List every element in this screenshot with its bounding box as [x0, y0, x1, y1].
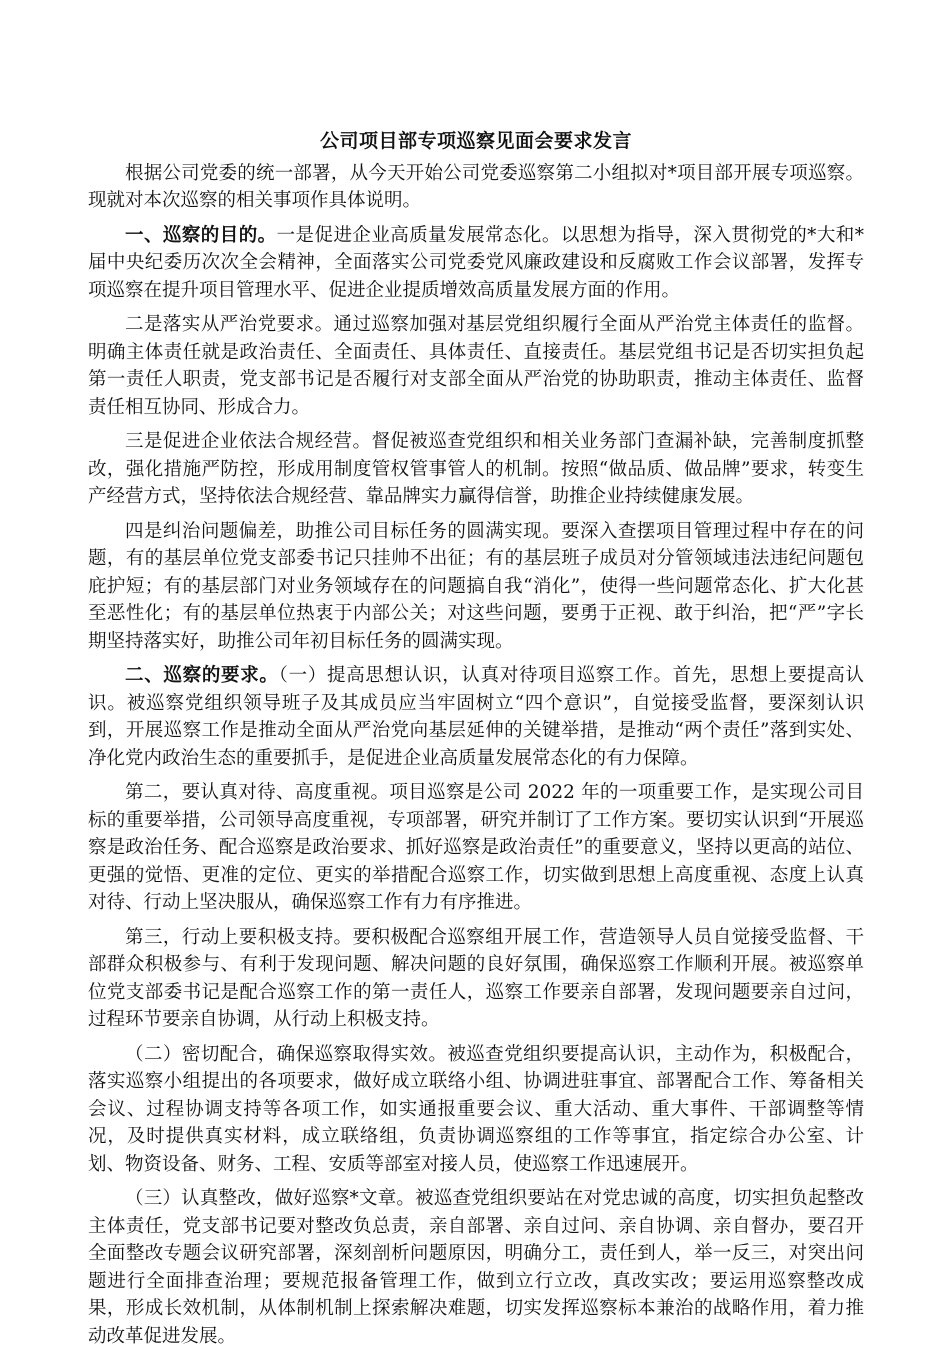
paragraph-requirements-3 — [88, 924, 864, 1034]
document-title: 公司项目部专项巡察见面会要求发言 — [319, 130, 632, 152]
paragraph-text: （三）认真整改，做好巡察*文章。被巡查党组织要站在对党忠诚的高度，切实担负起整改主体责任，党支部书记要对整改负总责，亲自部署、亲自过问、亲自协调、亲自督办，要召开全面整改专题会议研究部署，深刻剖析问题原因，明确分工，责任到人，举一反三，对突出问题进行全面排查治理；要规范报备管理工作，做到立行立改，真改实改；要运用巡察整改成果，形成长效机制，从体制机制上探索解决难题，切实发挥巡察标本兼治的战略作用，着力推动改革促进发展。 — [88, 1188, 864, 1347]
paragraph-purpose-4 — [88, 518, 864, 656]
paragraph-text: 根据公司党委的统一部署，从今天开始公司党委巡察第二小组拟对*项目部开展专项巡察。现就对本次巡察的相关事项作具体说明。 — [88, 162, 864, 211]
paragraph-text: 四是纠治问题偏差，助推公司目标任务的圆满实现。要深入查摆项目管理过程中存在的问题，有的基层单位党支部委书记只挂帅不出征；有的基层班子成员对分管领域违法违纪问题包庇护短；有的基层部门对业务领域存在的问题搞自我“消化”，使得一些问题常态化、扩大化甚至恶性化；有的基层单位热衷于内部公关；对这些问题，要勇于正视、敢于纠治，把“严”字长期坚持落实好，助推公司年初目标任务的圆满实现。 — [88, 520, 864, 652]
paragraph-purpose-2 — [88, 311, 864, 421]
paragraph-requirements — [88, 662, 864, 772]
paragraph-text: 一是促进企业高质量发展常态化。以思想为指导，深入贯彻党的*大和*届中央纪委历次次全会精神，全面落实公司党委党风廉政建设和反腐败工作会议部署，发挥专项巡察在提升项目管理水平、促进企业提质增效高质量发展方面的作用。 — [88, 224, 864, 301]
paragraph-text: （二）密切配合，确保巡察取得实效。被巡查党组织要提高认识，主动作为，积极配合，落实巡察小组提出的各项要求，做好成立联络小组、协调进驻事宜、部署配合工作、筹备相关会议、过程协调支持等各项工作，如实通报重要会议、重大活动、重大事件、干部调整等情况，及时提供真实材料，成立联络组，负责协调巡察组的工作等事宜，指定综合办公室、计划、物资设备、财务、工程、安质等部室对接人员，使巡察工作迅速展开。 — [88, 1043, 864, 1175]
paragraph-rectification — [88, 1185, 864, 1350]
paragraph-text: 第二，要认真对待、高度重视。项目巡察是公司 2022 年的一项重要工作，是实现公司目标的重要举措，公司领导高度重视，专项部署，研究并制订了工作方案。要切实认识到“开展巡察是政治任务、配合巡察是政治要求、抓好巡察是政治责任”的重要意义，坚持以更高的站位、更强的觉悟、更准的定位、更实的举措配合巡察工作，切实做到思想上高度重视、态度上认真对待、行动上坚决服从，确保巡察工作有力有序推进。 — [88, 782, 864, 913]
paragraph-cooperation — [88, 1041, 864, 1179]
paragraph-purpose — [88, 222, 864, 305]
document-body — [88, 128, 864, 1357]
paragraph-intro — [88, 160, 864, 215]
paragraph-text: 第三，行动上要积极支持。要积极配合巡察组开展工作，营造领导人员自觉接受监督、干部群众积极参与、有利于发现问题、解决问题的良好氛围，确保巡察工作顺利开展。被巡察单位党支部委书记是配合巡察工作的第一责任人，巡察工作要亲自部署，发现问题要亲自过问，过程环节要亲自协调，从行动上积极支持。 — [88, 926, 864, 1030]
paragraph-purpose-3 — [88, 428, 864, 511]
paragraph-text: （一）提高思想认识，认真对待项目巡察工作。首先，思想上要提高认识。被巡察党组织领导班子及其成员应当牢固树立“四个意识”，自觉接受监督，要深刻认识到，开展巡察工作是推动全面从严治党向基层延伸的关键举措，是推动“两个责任”落到实处、净化党内政治生态的重要抓手，是促进企业高质量发展常态化的有力保障。 — [88, 665, 864, 769]
paragraph-text: 二是落实从严治党要求。通过巡察加强对基层党组织履行全面从严治党主体责任的监督。明确主体责任就是政治责任、全面责任、具体责任、直接责任。基层党组书记是否切实担负起第一责任人职责，党支部书记是否履行对支部全面从严治党的协助职责，推动主体责任、监督责任相互协同、形成合力。 — [88, 314, 864, 418]
paragraph-requirements-2 — [88, 779, 864, 917]
section-heading-purpose: 一、巡察的目的。 — [125, 224, 277, 246]
paragraph-text: 三是促进企业依法合规经营。督促被巡查党组织和相关业务部门查漏补缺，完善制度抓整改，强化措施严防控，形成用制度管权管事管人的机制。按照“做品质、做品牌”要求，转变生产经营方式，坚持依法合规经营、靠品牌实力赢得信誉，助推企业持续健康发展。 — [88, 431, 864, 507]
section-heading-requirements: 二、巡察的要求。 — [125, 665, 279, 686]
